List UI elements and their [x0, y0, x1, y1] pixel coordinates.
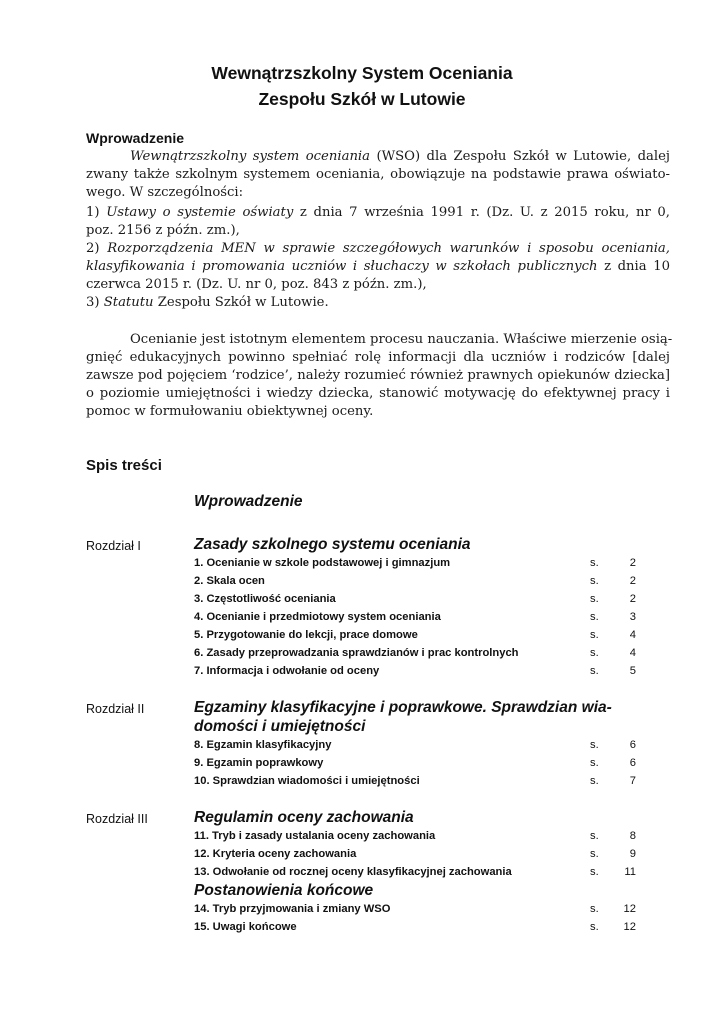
toc-entry: 2. Skala ocen s. 2 [194, 575, 636, 587]
legal-basis-item-cont: klasyfikowania i promowania uczniów i słuchaczy w szkołach publicznych z dnia 10 [86, 259, 670, 274]
legal-basis-item-cont: poz. 2156 z późn. zm.), [86, 223, 240, 238]
intro-paragraph-line: gnięć edukacyjnych powinno spełniać rolę informacji dla uczniów i rodziców [dalej [86, 350, 670, 365]
wso-name: Wewnątrzszkolny system oceniania [130, 149, 371, 164]
legal-basis-item: 3) Statutu Zespołu Szkół w Lutowie. [86, 295, 329, 310]
chapter-title: Regulamin oceny zachowania [194, 809, 414, 826]
intro-paragraph-line: pomoc w formułowaniu obiektywnej oceny. [86, 404, 374, 419]
toc-entry: 9. Egzamin poprawkowy s. 6 [194, 757, 636, 769]
toc-entry: 11. Tryb i zasady ustalania oceny zachowania s. 8 [194, 830, 636, 842]
chapter-label: Rozdział III [86, 812, 148, 826]
chapter-title: Postanowienia końcowe [194, 882, 374, 899]
toc-entry: 5. Przygotowanie do lekcji, prace domowe s. 4 [194, 629, 636, 641]
toc-entry: 7. Informacja i odwołanie od oceny s. 5 [194, 665, 636, 677]
toc-entry: 3. Częstotliwość oceniania s. 2 [194, 593, 636, 605]
intro-paragraph-line: Wewnątrzszkolny system oceniania (WSO) dla Zespołu Szkół w Lutowie, dalej [130, 149, 670, 164]
intro-paragraph-line: zwany także szkolnym systemem oceniania, obowiązuje na podstawie prawa oświato- [86, 167, 670, 182]
toc-entry: 14. Tryb przyjmowania i zmiany WSO s. 12 [194, 903, 636, 915]
document-title-line2: Zespołu Szkół w Lutowie [258, 89, 466, 109]
intro-paragraph-line: o poziomie umiejętności i wiedzy dziecka, stanowić motywację do efektywnej pracy i [86, 386, 670, 401]
intro-paragraph-line: wego. W szczególności: [86, 185, 244, 200]
toc-section-intro: Wprowadzenie [194, 493, 303, 510]
toc-entry: 13. Odwołanie od rocznej oceny klasyfikacyjnej zachowania s. 11 [194, 866, 636, 878]
toc-entry: 8. Egzamin klasyfikacyjny s. 6 [194, 739, 636, 751]
toc-entry: 1. Ocenianie w szkole podstawowej i gimnazjum s. 2 [194, 557, 636, 569]
chapter-title: Egzaminy klasyfikacyjne i poprawkowe. Sprawdzian wia- [194, 699, 612, 716]
intro-paragraph-line: zawsze pod pojęciem ‘rodzice’, należy rozumieć również prawnych opiekunów dziecka] [86, 368, 670, 383]
toc-entry: 10. Sprawdzian wiadomości i umiejętności s. 7 [194, 775, 636, 787]
chapter-title-cont: domości i umiejętności [194, 718, 366, 735]
chapter-title: Zasady szkolnego systemu oceniania [194, 536, 471, 553]
chapter-label: Rozdział II [86, 702, 145, 716]
legal-basis-item-cont: czerwca 2015 r. (Dz. U. nr 0, poz. 843 z późn. zm.), [86, 277, 427, 292]
toc-heading: Spis treści [86, 457, 162, 474]
legal-basis-item: 2) Rozporządzenia MEN w sprawie szczegółowych warunków i sposobu oceniania, [86, 241, 670, 256]
toc-entry: 15. Uwagi końcowe s. 12 [194, 921, 636, 933]
toc-entry: 4. Ocenianie i przedmiotowy system oceniania s. 3 [194, 611, 636, 623]
intro-paragraph-line: Ocenianie jest istotnym elementem procesu nauczania. Właściwe mierzenie osią- [130, 332, 673, 347]
toc-entry: 12. Kryteria oceny zachowania s. 9 [194, 848, 636, 860]
document-title-line1: Wewnątrzszkolny System Oceniania [211, 63, 513, 83]
chapter-label: Rozdział I [86, 539, 141, 553]
legal-basis-item: 1) Ustawy o systemie oświaty z dnia 7 września 1991 r. (Dz. U. z 2015 roku, nr 0, [86, 205, 671, 220]
intro-heading: Wprowadzenie [86, 130, 185, 146]
toc-entry: 6. Zasady przeprowadzania sprawdzianów i prac kontrolnych s. 4 [194, 647, 636, 659]
